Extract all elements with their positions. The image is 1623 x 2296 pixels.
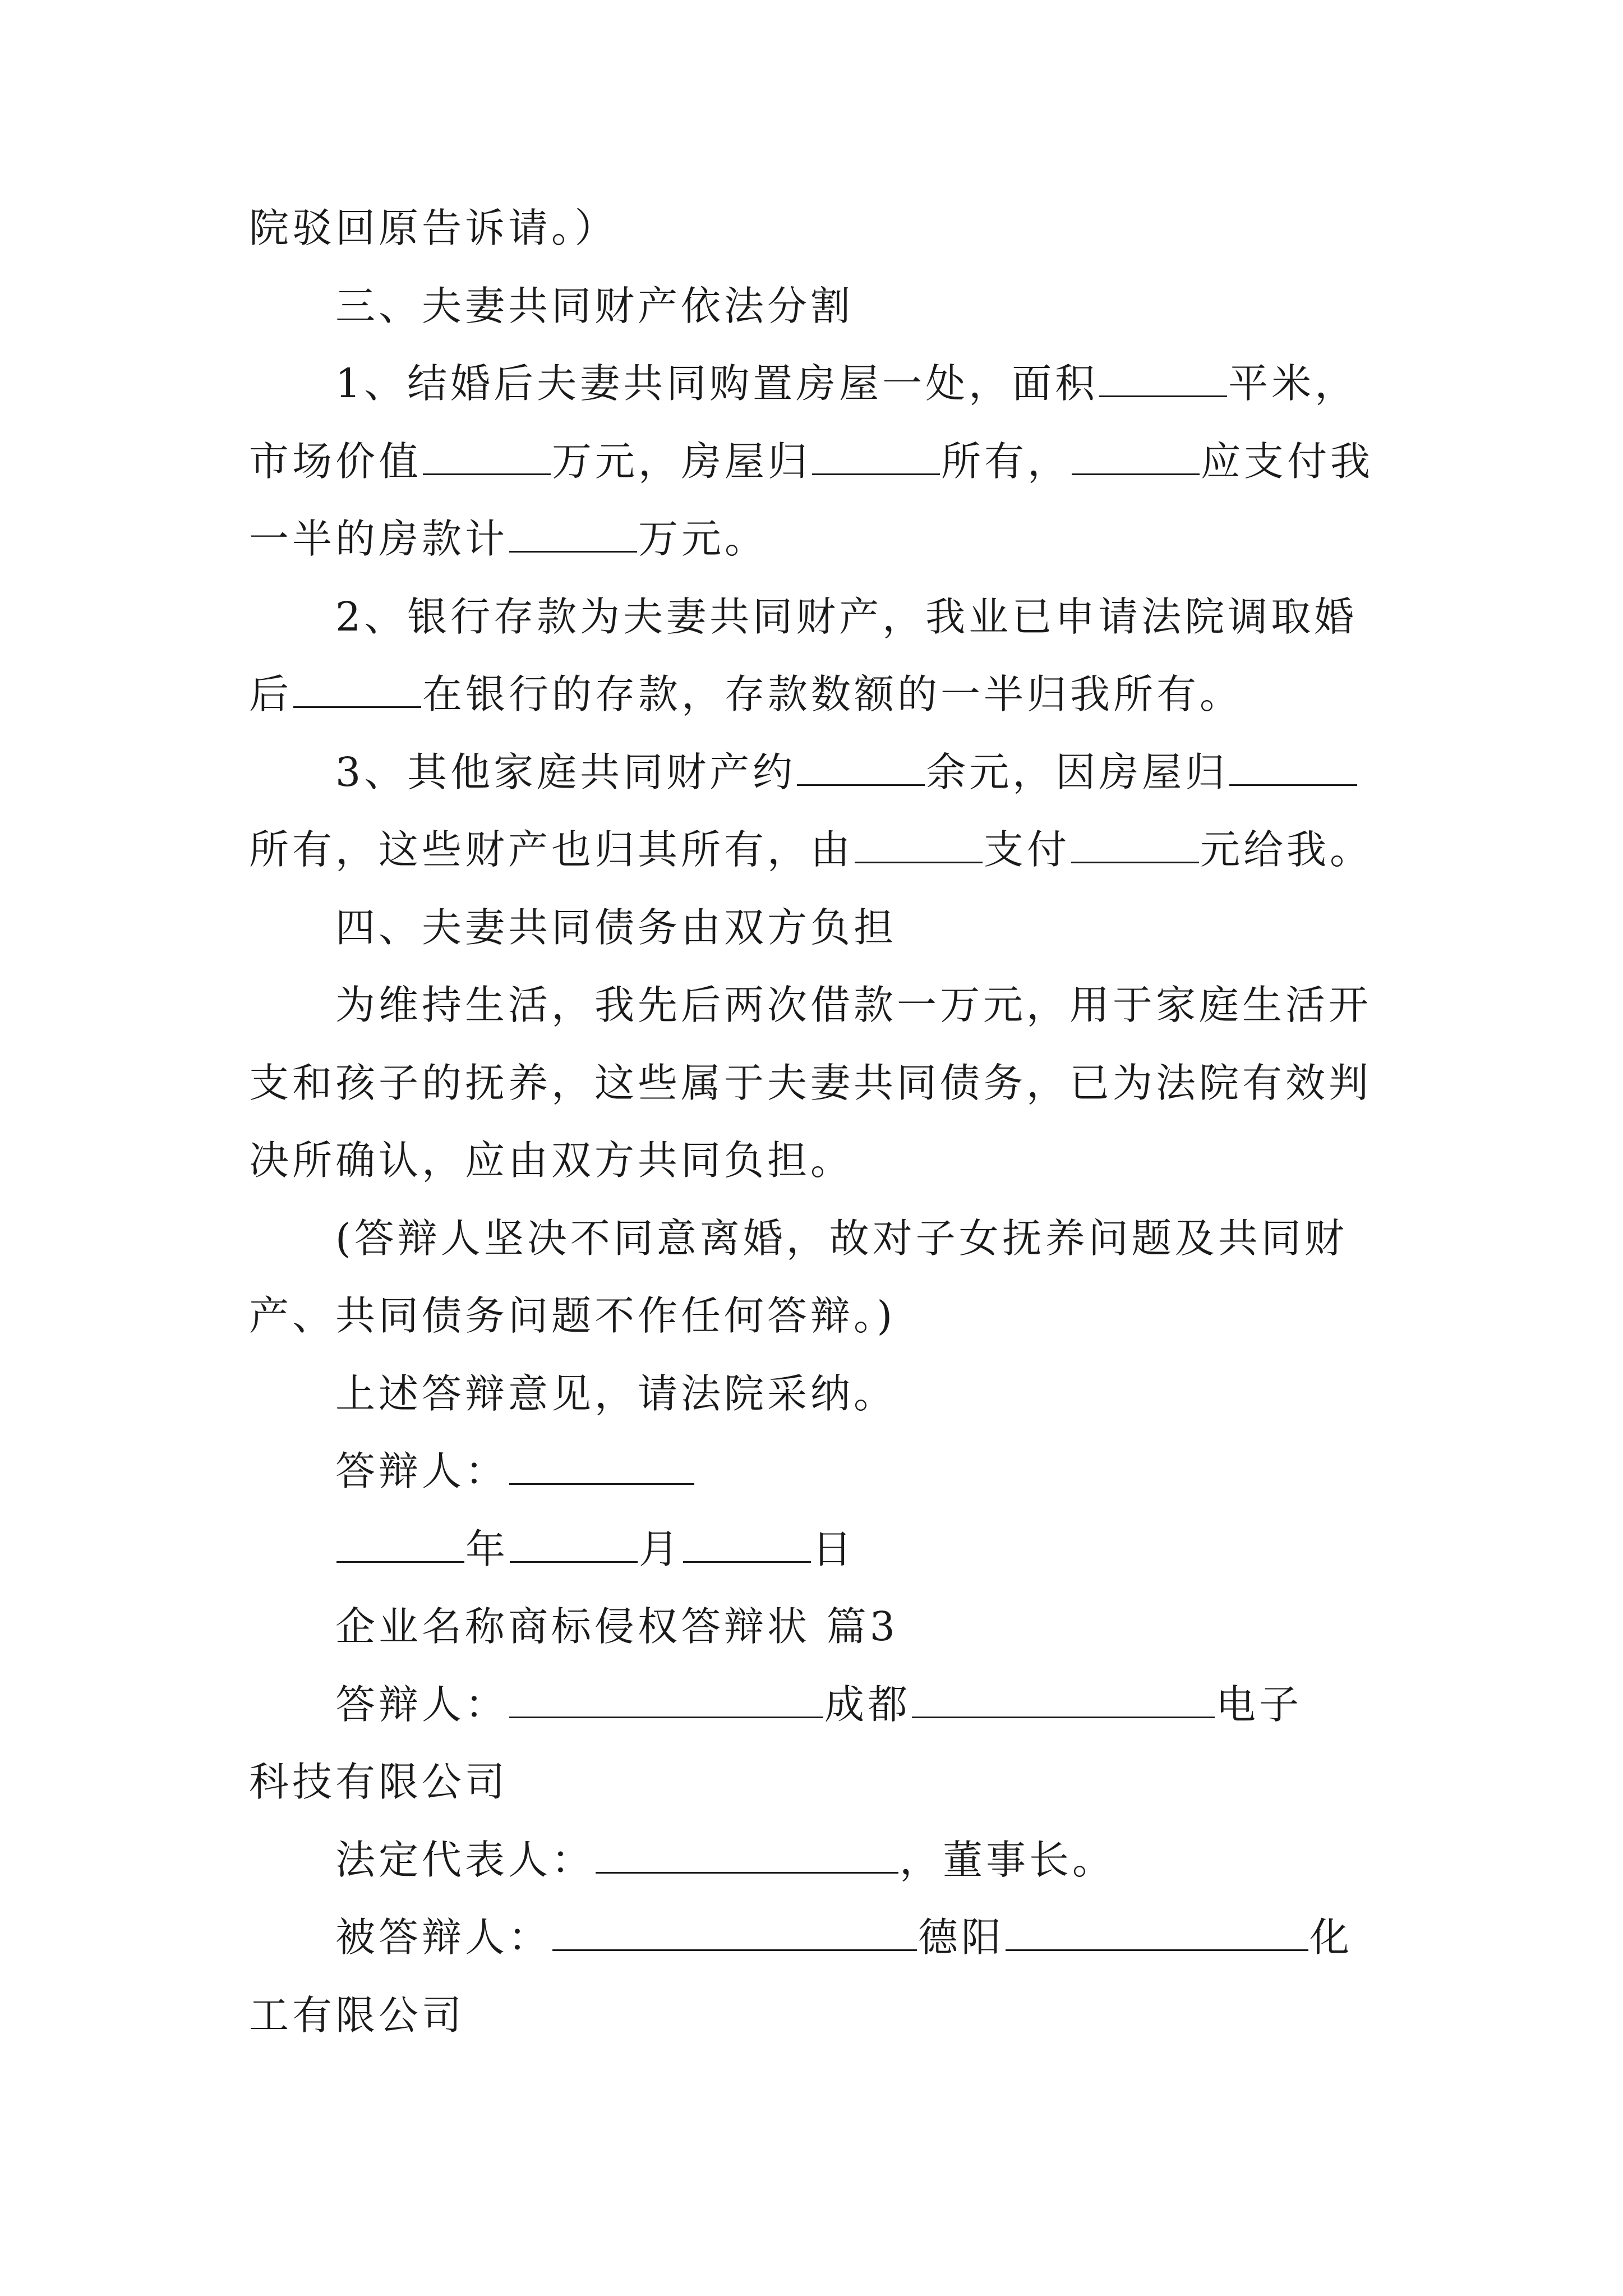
blank-line xyxy=(552,1908,917,1951)
text-span: 答辩人： xyxy=(335,1448,509,1494)
text-span: 三、夫妻共同财产依法分割 xyxy=(335,282,854,329)
signature-line xyxy=(249,1433,1391,1511)
text-line xyxy=(249,656,1391,734)
text-span: 所有， xyxy=(941,438,1071,485)
blank-line xyxy=(423,432,551,475)
text-line xyxy=(249,734,1391,812)
text-span: (答辩人坚决不同意离婚，故对子女抚养问题及共同财 xyxy=(335,1214,1348,1262)
text-span: 为维持生活，我先后两次借款一万元，用于家庭生活开 xyxy=(335,982,1372,1028)
text-span: 工有限公司 xyxy=(249,1991,465,2039)
blank-line xyxy=(1006,1908,1308,1951)
text-span: 支和孩子的抚养，这些属于夫妻共同债务，已为法院有效判 xyxy=(249,1059,1372,1106)
text-span: 答辩人： xyxy=(335,1681,509,1728)
text-span: 日 xyxy=(812,1525,856,1572)
text-span: 万元，房屋归 xyxy=(552,438,811,485)
text-span: 应支付我 xyxy=(1201,438,1374,485)
blank-line xyxy=(336,1520,464,1563)
text-span: 2、银行存款为夫妻共同财产，我业已申请法院调取婚 xyxy=(335,593,1358,640)
text-line xyxy=(249,811,1391,889)
blank-line xyxy=(293,665,421,708)
section-title xyxy=(249,1588,1391,1666)
text-span: 万元。 xyxy=(638,516,768,562)
text-span: 市场价值 xyxy=(249,438,422,485)
blank-line xyxy=(797,743,925,786)
text-span: 后 xyxy=(249,671,293,717)
section-heading xyxy=(249,268,1391,346)
text-span: 成都 xyxy=(824,1681,911,1728)
text-line xyxy=(249,1200,1391,1278)
text-span: 科技有限公司 xyxy=(249,1759,509,1805)
text-span: 被答辩人： xyxy=(335,1914,552,1961)
text-line xyxy=(249,190,1391,268)
text-span: 法定代表人： xyxy=(335,1836,595,1883)
text-span: 平米， xyxy=(1228,360,1358,407)
text-span: 德阳 xyxy=(918,1914,1005,1961)
text-span: 院驳回原告诉请。） xyxy=(249,205,618,251)
text-span: 上述答辩意见，请法院采纳。 xyxy=(335,1370,897,1417)
text-line xyxy=(249,1355,1391,1433)
text-line xyxy=(249,1666,1391,1744)
text-span: 支付 xyxy=(984,826,1071,873)
text-span: 元给我。 xyxy=(1200,826,1373,873)
blank-line xyxy=(683,1520,811,1563)
text-line xyxy=(249,578,1391,656)
text-line xyxy=(249,423,1391,501)
text-span: 3、其他家庭共同财产约 xyxy=(335,748,796,795)
blank-line xyxy=(509,509,637,553)
blank-line xyxy=(812,432,940,475)
text-line xyxy=(249,345,1391,423)
text-span: 企业名称商标侵权答辩状 篇3 xyxy=(335,1603,898,1650)
text-span: 年 xyxy=(465,1525,509,1572)
blank-line xyxy=(509,1675,823,1718)
text-span: 电子 xyxy=(1216,1681,1303,1728)
text-span: 产、共同债务问题不作任何答辩。) xyxy=(249,1292,896,1339)
blank-line xyxy=(596,1830,898,1874)
blank-line xyxy=(509,1442,694,1485)
text-span: 所有，这些财产也归其所有，由 xyxy=(249,826,854,873)
text-span: ，董事长。 xyxy=(900,1836,1116,1883)
document-body xyxy=(249,190,1391,2054)
blank-line xyxy=(510,1520,638,1563)
text-span: 化 xyxy=(1310,1914,1353,1961)
blank-line xyxy=(1072,432,1200,475)
text-line xyxy=(249,1045,1391,1122)
blank-line xyxy=(912,1675,1215,1718)
text-span: 余元，因房屋归 xyxy=(926,748,1229,795)
text-span: 1、结婚后夫妻共同购置房屋一处，面积 xyxy=(335,360,1099,407)
blank-line xyxy=(1071,820,1199,863)
text-span: 四、夫妻共同债务由双方负担 xyxy=(335,904,897,951)
text-span: 一半的房款计 xyxy=(249,516,509,562)
text-line xyxy=(249,1277,1391,1355)
text-line xyxy=(249,1743,1391,1821)
text-line xyxy=(249,1977,1391,2055)
text-span: 决所确认，应由双方共同负担。 xyxy=(249,1137,854,1184)
text-span: 月 xyxy=(639,1525,683,1572)
text-span: 在银行的存款，存款数额的一半归我所有。 xyxy=(422,671,1243,717)
text-line xyxy=(249,1899,1391,1977)
blank-line xyxy=(855,820,983,863)
date-line xyxy=(249,1511,1391,1589)
section-heading xyxy=(249,889,1391,967)
text-line xyxy=(249,967,1391,1045)
text-line xyxy=(249,500,1391,578)
text-line xyxy=(249,1122,1391,1200)
text-line xyxy=(249,1821,1391,1899)
blank-line xyxy=(1229,743,1357,786)
blank-line xyxy=(1099,354,1227,397)
